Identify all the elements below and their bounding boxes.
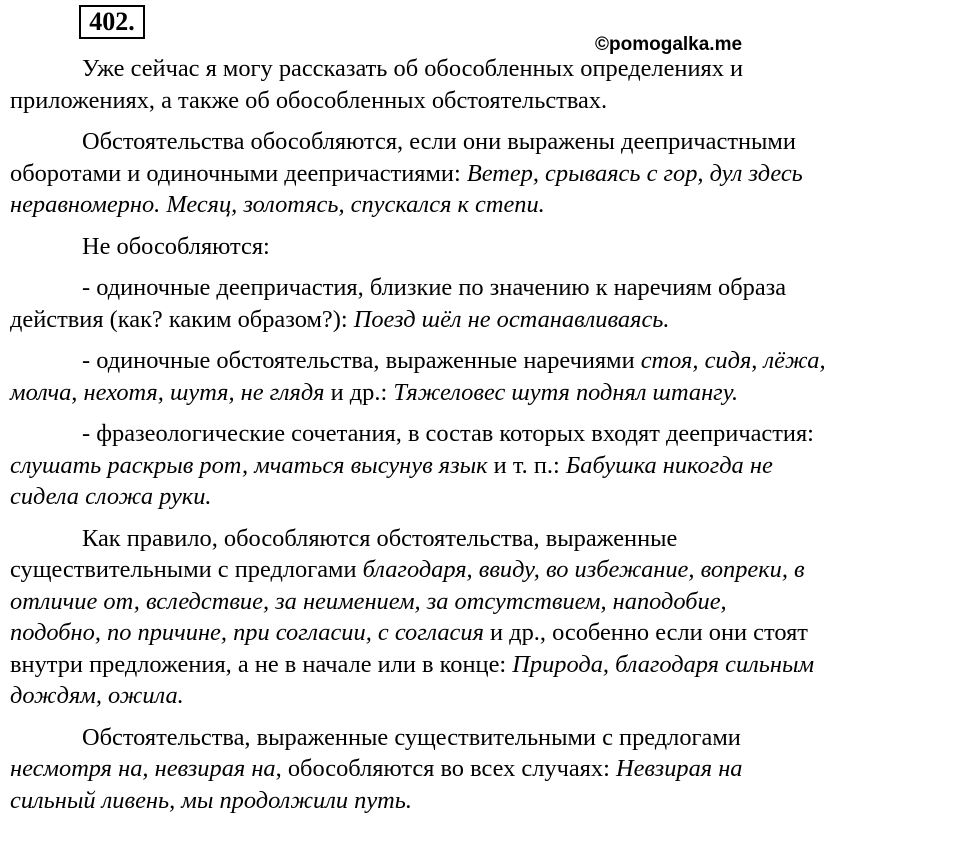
exercise-number: 402. <box>79 5 145 39</box>
example-text: дождям, ожила. <box>10 682 184 709</box>
paragraph <box>10 418 950 513</box>
paragraph <box>10 126 950 221</box>
body-text: оборотами и одиночными деепричастиями: <box>10 159 467 187</box>
body-text: Уже сейчас я могу рассказать об обособленных определениях и <box>82 55 744 82</box>
body-text: Обстоятельства обособляются, если они выражены деепричастными <box>82 128 796 155</box>
example-text: стоя, сидя, лёжа, <box>640 347 826 374</box>
body-text: и др.: <box>324 378 394 406</box>
body-text: приложениях, а также об обособленных обстоятельствах. <box>10 86 608 114</box>
watermark: ©pomogalka.me <box>595 34 743 55</box>
body-text: - фразеологические сочетания, в состав которых входят деепричастия: <box>82 420 814 447</box>
body-text: , обособляются во всех случаях: <box>275 755 616 782</box>
body-text: Обстоятельства, выраженные существительными с предлогами <box>82 723 741 751</box>
body-text: действия (как? каким образом?): <box>10 305 354 333</box>
example-text: Поезд шёл не останавливаясь. <box>353 305 670 333</box>
paragraph <box>10 722 950 817</box>
example-text: молча, нехотя, шутя, не глядя <box>10 378 325 406</box>
example-text: Невзирая на <box>615 755 743 782</box>
paragraph <box>10 523 950 712</box>
example-text: Бабушка никогда не <box>565 451 773 479</box>
paragraph <box>10 53 950 116</box>
example-text: сильный ливень, мы продолжили путь. <box>10 786 412 814</box>
example-text: отличие от, вследствие, за неимением, за отсутствием, наподобие, <box>10 587 727 615</box>
example-text: слушать раскрыв рот, мчаться высунув язык <box>10 451 488 479</box>
paragraph <box>10 231 950 263</box>
body-text: внутри предложения, а не в начале или в конце: <box>10 650 513 678</box>
body-text: - одиночные деепричастия, близкие по значению к наречиям образа <box>82 274 787 301</box>
example-text: подобно, по причине, при согласии, с согласия <box>10 619 484 646</box>
example-text: сидела сложа руки. <box>10 483 212 510</box>
body-text: существительными с предлогами <box>10 556 363 583</box>
example-text: неравномерно. Месяц, золотясь, спускался к степи. <box>10 191 545 218</box>
example-text: несмотря на, невзирая на <box>10 755 276 782</box>
example-text: благодаря, ввиду, во избежание, вопреки, в <box>362 556 805 583</box>
body-text: и др., особенно если они стоят <box>483 619 808 646</box>
paragraph <box>10 345 950 408</box>
example-text: Тяжеловес шутя поднял штангу. <box>393 378 739 406</box>
body-text: - одиночные обстоятельства, выраженные наречиями <box>82 347 641 374</box>
example-text: Природа, благодаря сильным <box>512 650 815 678</box>
body-text: Не обособляются: <box>82 232 270 260</box>
example-text: Ветер, срываясь с гор, дул здесь <box>466 159 803 187</box>
body-text: и т. п.: <box>487 451 566 479</box>
body-text: Как правило, обособляются обстоятельства, выраженные <box>82 524 678 552</box>
paragraph <box>10 272 950 335</box>
exercise-text <box>10 53 950 816</box>
